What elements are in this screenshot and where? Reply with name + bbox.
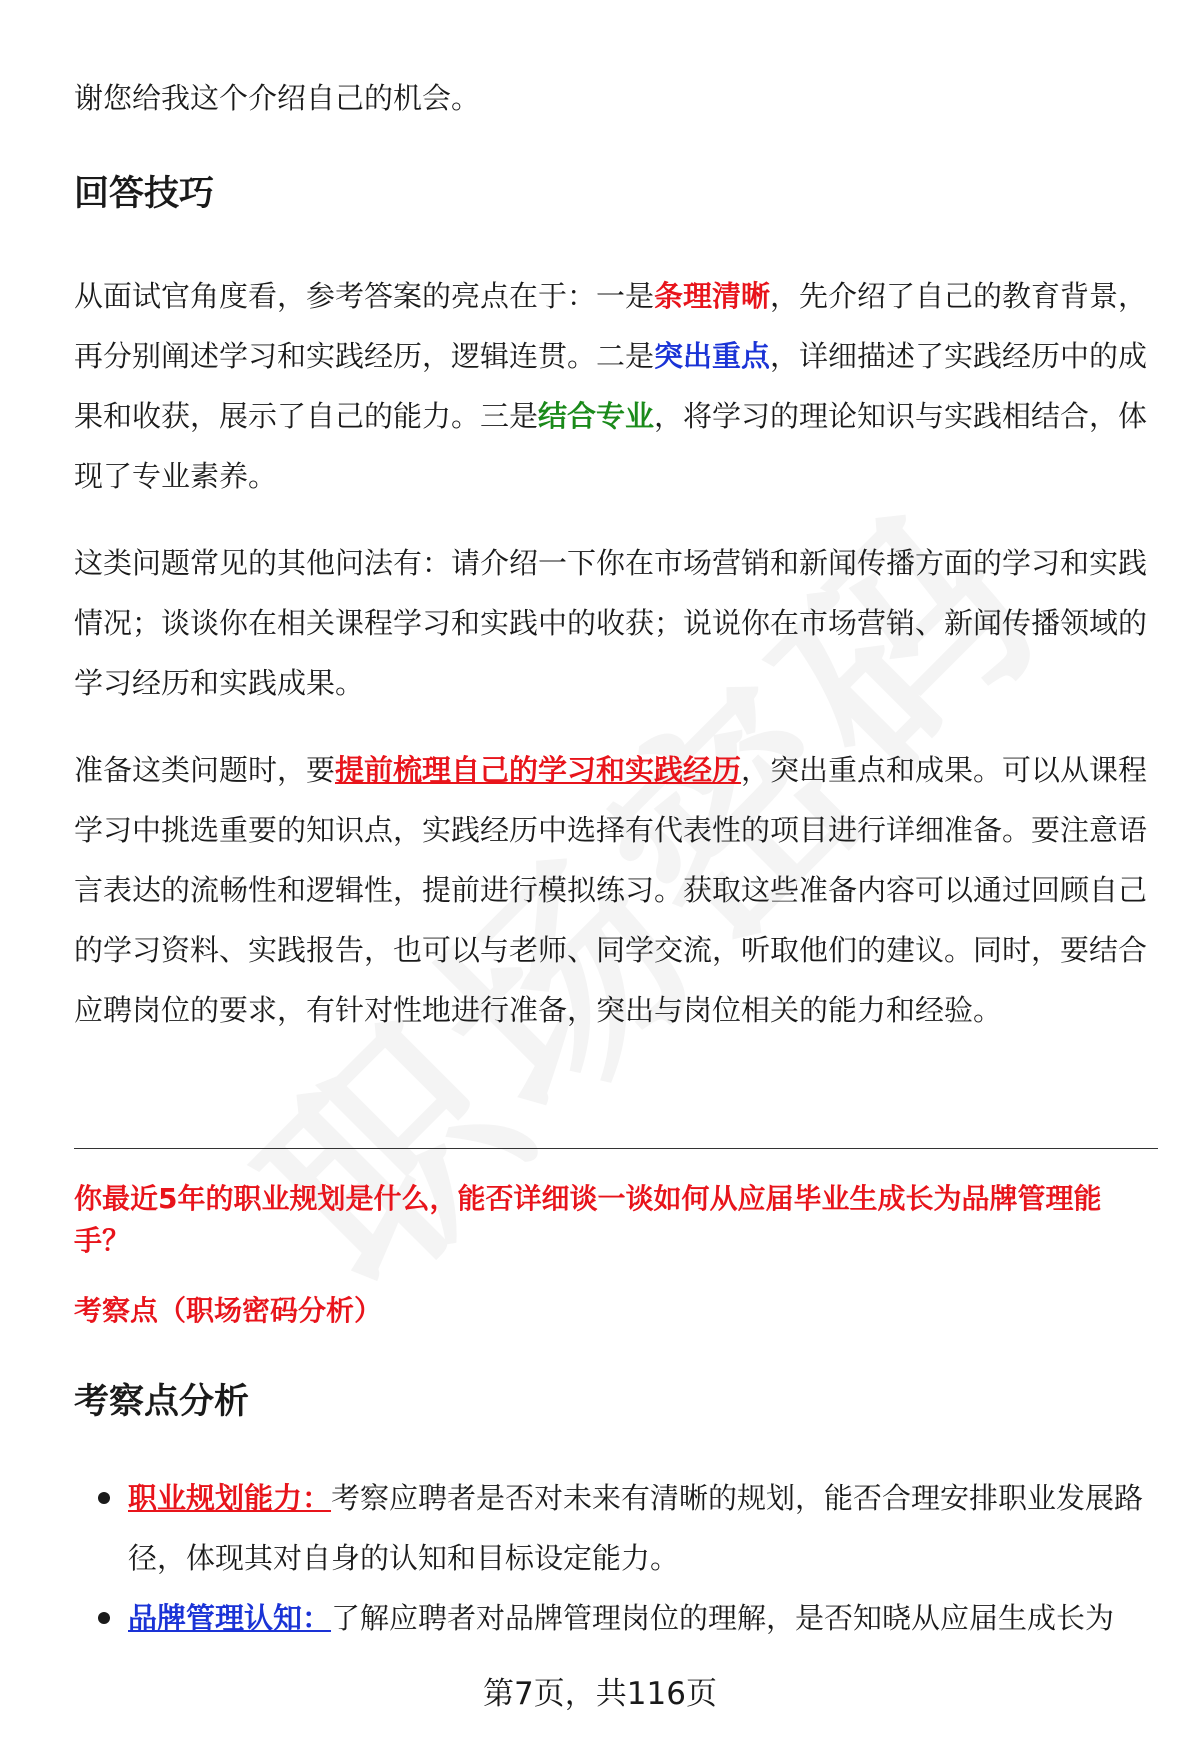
analysis-heading: 考察点分析 <box>74 1382 250 1422</box>
section-divider <box>74 1148 1158 1149</box>
tips1-text-3: ，详细描述了实践经历中的成果和收获，展示了自己的能力。三是 <box>74 339 1148 433</box>
bullet-label-career-planning: 职业规划能力： <box>128 1481 332 1515</box>
bullet-label-brand-management: 品牌管理认知： <box>128 1601 332 1635</box>
tips1-text-2: ，先介绍了自己的教育背景，再分别阐述学习和实践经历，逻辑连贯。二是 <box>74 279 1148 373</box>
highlight-key-points: 突出重点 <box>654 339 771 373</box>
list-item <box>74 1588 1154 1648</box>
question-title: 你最近5年的职业规划是什么，能否详细谈一谈如何从应届毕业生成长为品牌管理能手？ <box>74 1182 1102 1257</box>
highlight-combine-major: 结合专业 <box>538 399 655 433</box>
tips1-text-1: 从面试官角度看，参考答案的亮点在于：一是 <box>74 279 655 313</box>
tips-paragraph-3 <box>74 740 1154 1040</box>
question-point-label: 考察点（职场密码分析） <box>74 1294 383 1327</box>
bullet-text: 考察应聘者是否对未来有清晰的规划，能否合理安排职业发展路径，体现其对自身的认知和目标设定能力。 <box>128 1481 1144 1575</box>
tips-paragraph-1 <box>74 266 1154 506</box>
highlight-sort-experience: 提前梳理自己的学习和实践经历 <box>335 753 742 787</box>
tips3-text-1: 准备这类问题时，要 <box>74 753 336 787</box>
intro-end-paragraph: 谢您给我这个介绍自己的机会。 <box>74 81 481 115</box>
page-number-footer: 第7页，共116页 <box>483 1676 717 1712</box>
list-item <box>74 1468 1154 1588</box>
analysis-bullet-list <box>74 1468 1154 1648</box>
tips-paragraph-2: 这类问题常见的其他问法有：请介绍一下你在市场营销和新闻传播方面的学习和实践情况；谈谈你在相关课程学习和实践中的收获；说说你在市场营销、新闻传播领域的学习经历和实践成果。 <box>74 546 1148 700</box>
bullet-dot-icon <box>98 1612 110 1624</box>
bullet-dot-icon <box>98 1492 110 1504</box>
tips1-text-4: ，将学习的理论知识与实践相结合，体现了专业素养。 <box>74 399 1148 493</box>
tips3-text-2: ，突出重点和成果。可以从课程学习中挑选重要的知识点，实践经历中选择有代表性的项目进行详细准备。要注意语言表达的流畅性和逻辑性，提前进行模拟练习。获取这些准备内容可以通过回顾自己的学习资料、实践报告，也可以与老师、同学交流，听取他们的建议。同时，要结合应聘岗位的要求，有针对性地进行准备，突出与岗位相关的能力和经验。 <box>74 753 1148 1027</box>
highlight-clear-structure: 条理清晰 <box>654 279 771 313</box>
bullet-text: 了解应聘者对品牌管理岗位的理解，是否知晓从应届生成长为 <box>331 1601 1115 1635</box>
tips-heading: 回答技巧 <box>74 174 215 214</box>
